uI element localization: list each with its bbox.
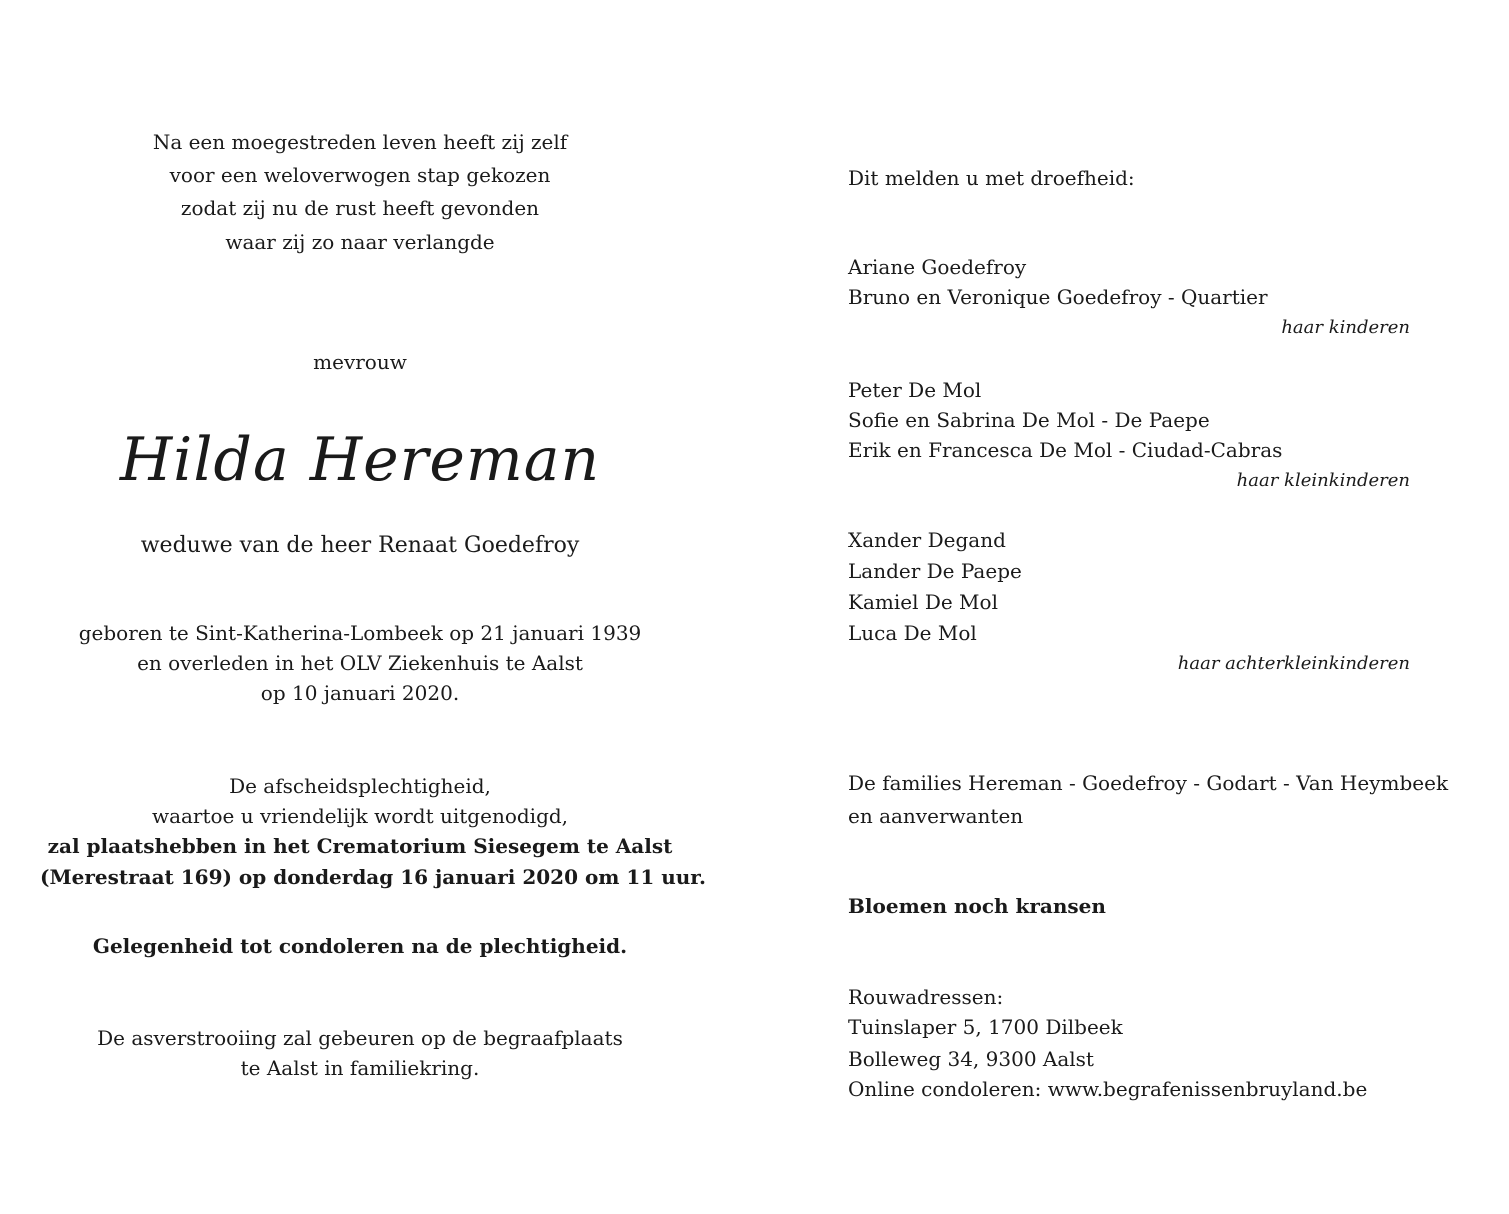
addresses-heading: Rouwadressen:: [848, 985, 1004, 1009]
grandchild-name: Sofie en Sabrina De Mol - De Paepe: [848, 408, 1210, 432]
great-grandchild-name: Xander Degand: [848, 528, 1006, 552]
left-panel: [40, 0, 706, 1214]
poem-line: Na een moegestreden leven heeft zij zelf: [152, 130, 568, 154]
poem-line: voor een weloverwogen stap gekozen: [169, 163, 551, 187]
great-grandchildren-label: haar achterkleinkinderen: [1177, 653, 1410, 674]
poem-line: zodat zij nu de rust heeft gevonden: [180, 196, 540, 220]
ceremony-datetime: (Merestraat 169) op donderdag 16 januari 2020 om 11 uur.: [40, 865, 706, 889]
widow-of: weduwe van de heer Renaat Goedefroy: [140, 533, 580, 558]
great-grandchild-name: Lander De Paepe: [848, 559, 1022, 583]
birth-death-line: en overleden in het OLV Ziekenhuis te Aalst: [137, 651, 583, 675]
child-name: Ariane Goedefroy: [848, 255, 1027, 279]
honorific: mevrouw: [313, 350, 407, 374]
deceased-name: Hilda Hereman: [119, 425, 601, 495]
children-label: haar kinderen: [1281, 317, 1410, 338]
great-grandchild-name: Kamiel De Mol: [848, 590, 998, 614]
poem-line: waar zij zo naar verlangde: [225, 230, 495, 254]
condolence-note: Gelegenheid tot condoleren na de plechtigheid.: [92, 934, 628, 958]
families-line: De families Hereman - Goedefroy - Godart - Van Heymbeek: [848, 771, 1449, 795]
birth-death-line: geboren te Sint-Katherina-Lombeek op 21 januari 1939: [78, 621, 642, 645]
grandchild-name: Erik en Francesca De Mol - Ciudad-Cabras: [848, 438, 1283, 462]
online-condolence-line: Online condoleren: www.begrafenissenbruyland.be: [848, 1077, 1368, 1101]
ceremony-line: waartoe u vriendelijk wordt uitgenodigd,: [151, 804, 569, 828]
families-line: en aanverwanten: [848, 804, 1024, 828]
ceremony-line: De afscheidsplechtigheid,: [229, 774, 491, 798]
scattering-line: De asverstrooiing zal gebeuren op de begraafplaats: [97, 1026, 623, 1050]
grandchild-name: Peter De Mol: [848, 378, 982, 402]
flowers-note: Bloemen noch kransen: [848, 894, 1106, 918]
grandchildren-label: haar kleinkinderen: [1236, 470, 1410, 491]
child-name: Bruno en Veronique Goedefroy - Quartier: [848, 285, 1268, 309]
intro-text: Dit melden u met droefheid:: [848, 166, 1135, 190]
scattering-line: te Aalst in familiekring.: [240, 1056, 480, 1080]
address-line: Bolleweg 34, 9300 Aalst: [848, 1047, 1094, 1071]
ceremony-location: zal plaatshebben in het Crematorium Siesegem te Aalst: [47, 834, 673, 858]
address-line: Tuinslaper 5, 1700 Dilbeek: [848, 1015, 1123, 1039]
great-grandchild-name: Luca De Mol: [848, 621, 977, 645]
right-panel: [848, 0, 1448, 1214]
birth-death-line: op 10 januari 2020.: [260, 681, 460, 705]
